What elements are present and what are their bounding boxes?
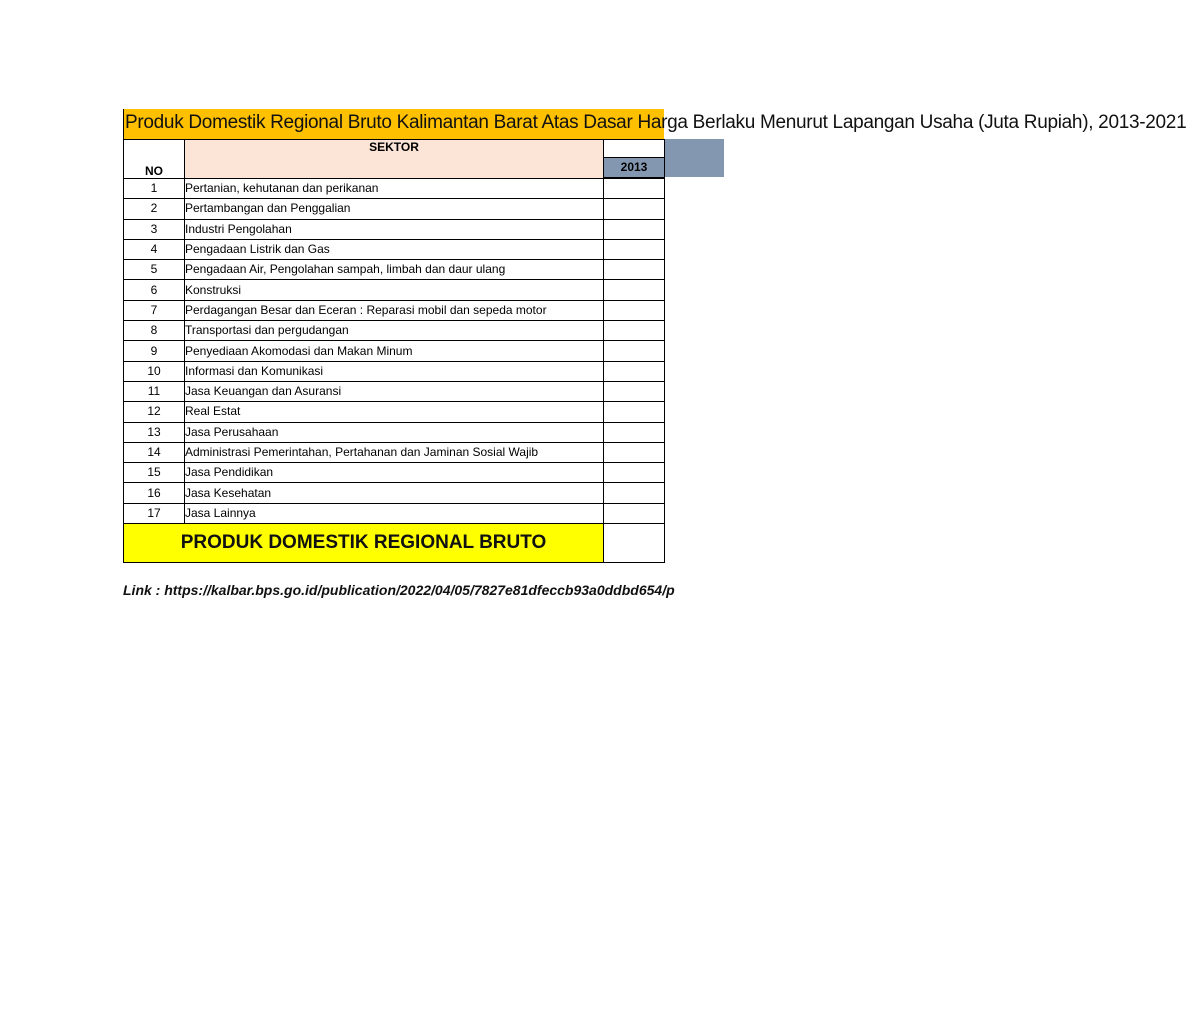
row-number-cell[interactable]: 15 bbox=[124, 463, 185, 483]
table-title: Produk Domestik Regional Bruto Kalimantan Barat Atas Dasar Harga Berlaku Menurut Lapangan Usaha (Juta Rupiah), 2013-2021 bbox=[125, 112, 1186, 133]
row-number-cell[interactable]: 1 bbox=[124, 179, 185, 199]
row-number-cell[interactable]: 11 bbox=[124, 381, 185, 401]
row-number-cell[interactable]: 12 bbox=[124, 402, 185, 422]
header-no[interactable]: NO bbox=[124, 140, 185, 179]
row-number-cell[interactable]: 2 bbox=[124, 199, 185, 219]
table-row bbox=[124, 199, 665, 219]
sektor-cell[interactable]: Konstruksi bbox=[185, 280, 604, 300]
sektor-cell[interactable]: Pertambangan dan Penggalian bbox=[185, 199, 604, 219]
table-row bbox=[124, 300, 665, 320]
sektor-cell[interactable]: Pertanian, kehutanan dan perikanan bbox=[185, 179, 604, 199]
sektor-cell[interactable]: Pengadaan Listrik dan Gas bbox=[185, 239, 604, 259]
value-cell-2013[interactable] bbox=[604, 260, 665, 280]
row-number-cell[interactable]: 9 bbox=[124, 341, 185, 361]
row-number-cell[interactable]: 3 bbox=[124, 219, 185, 239]
sektor-cell[interactable]: Jasa Lainnya bbox=[185, 503, 604, 523]
sektor-cell[interactable]: Real Estat bbox=[185, 402, 604, 422]
sektor-cell[interactable]: Penyediaan Akomodasi dan Makan Minum bbox=[185, 341, 604, 361]
value-cell-2013[interactable] bbox=[604, 402, 665, 422]
sektor-cell[interactable]: Informasi dan Komunikasi bbox=[185, 361, 604, 381]
value-cell-2013[interactable] bbox=[604, 341, 665, 361]
value-cell-2013[interactable] bbox=[604, 300, 665, 320]
table-row bbox=[124, 361, 665, 381]
value-cell-2013[interactable] bbox=[604, 503, 665, 523]
value-cell-2013[interactable] bbox=[604, 179, 665, 199]
total-value-cell[interactable] bbox=[604, 524, 665, 563]
sektor-cell[interactable]: Jasa Perusahaan bbox=[185, 422, 604, 442]
sektor-cell[interactable]: Jasa Kesehatan bbox=[185, 483, 604, 503]
value-cell-2013[interactable] bbox=[604, 463, 665, 483]
value-cell-2013[interactable] bbox=[604, 381, 665, 401]
sektor-cell[interactable]: Industri Pengolahan bbox=[185, 219, 604, 239]
row-number-cell[interactable]: 4 bbox=[124, 239, 185, 259]
value-cell-2013[interactable] bbox=[604, 280, 665, 300]
row-number-cell[interactable]: 10 bbox=[124, 361, 185, 381]
table-row bbox=[124, 260, 665, 280]
header-sektor[interactable]: SEKTOR bbox=[185, 140, 604, 179]
table-row bbox=[124, 341, 665, 361]
value-cell-2013[interactable] bbox=[604, 239, 665, 259]
table-row bbox=[124, 483, 665, 503]
value-cell-2013[interactable] bbox=[604, 442, 665, 462]
value-cell-2013[interactable] bbox=[604, 422, 665, 442]
sektor-cell[interactable]: Perdagangan Besar dan Eceran : Reparasi mobil dan sepeda motor bbox=[185, 300, 604, 320]
total-label-cell[interactable]: PRODUK DOMESTIK REGIONAL BRUTO bbox=[124, 524, 604, 563]
table-row bbox=[124, 402, 665, 422]
row-number-cell[interactable]: 7 bbox=[124, 300, 185, 320]
row-number-cell[interactable]: 17 bbox=[124, 503, 185, 523]
sektor-cell[interactable]: Transportasi dan pergudangan bbox=[185, 321, 604, 341]
total-row bbox=[124, 524, 665, 563]
sektor-cell[interactable]: Jasa Pendidikan bbox=[185, 463, 604, 483]
header-fill-block bbox=[664, 139, 724, 177]
pdrb-table bbox=[123, 139, 665, 563]
row-number-cell[interactable]: 8 bbox=[124, 321, 185, 341]
row-number-cell[interactable]: 13 bbox=[124, 422, 185, 442]
table-row bbox=[124, 503, 665, 523]
value-cell-2013[interactable] bbox=[604, 199, 665, 219]
table-row bbox=[124, 219, 665, 239]
table-row bbox=[124, 381, 665, 401]
row-number-cell[interactable]: 5 bbox=[124, 260, 185, 280]
sektor-cell[interactable]: Administrasi Pemerintahan, Pertahanan dan Jaminan Sosial Wajib bbox=[185, 442, 604, 462]
table-row bbox=[124, 239, 665, 259]
sektor-cell[interactable]: Pengadaan Air, Pengolahan sampah, limbah dan daur ulang bbox=[185, 260, 604, 280]
source-link[interactable]: Link : https://kalbar.bps.go.id/publication/2022/04/05/7827e81dfeccb93a0ddbd654/p bbox=[123, 582, 675, 598]
row-number-cell[interactable]: 16 bbox=[124, 483, 185, 503]
table-row bbox=[124, 280, 665, 300]
table-row bbox=[124, 179, 665, 199]
value-cell-2013[interactable] bbox=[604, 321, 665, 341]
table-row bbox=[124, 422, 665, 442]
sektor-cell[interactable]: Jasa Keuangan dan Asuransi bbox=[185, 381, 604, 401]
header-year-2013[interactable]: 2013 bbox=[603, 157, 665, 178]
table-row bbox=[124, 463, 665, 483]
value-cell-2013[interactable] bbox=[604, 361, 665, 381]
value-cell-2013[interactable] bbox=[604, 483, 665, 503]
row-number-cell[interactable]: 14 bbox=[124, 442, 185, 462]
table-row bbox=[124, 442, 665, 462]
table-row bbox=[124, 321, 665, 341]
table-title-cell[interactable] bbox=[123, 109, 1186, 139]
value-cell-2013[interactable] bbox=[604, 219, 665, 239]
row-number-cell[interactable]: 6 bbox=[124, 280, 185, 300]
